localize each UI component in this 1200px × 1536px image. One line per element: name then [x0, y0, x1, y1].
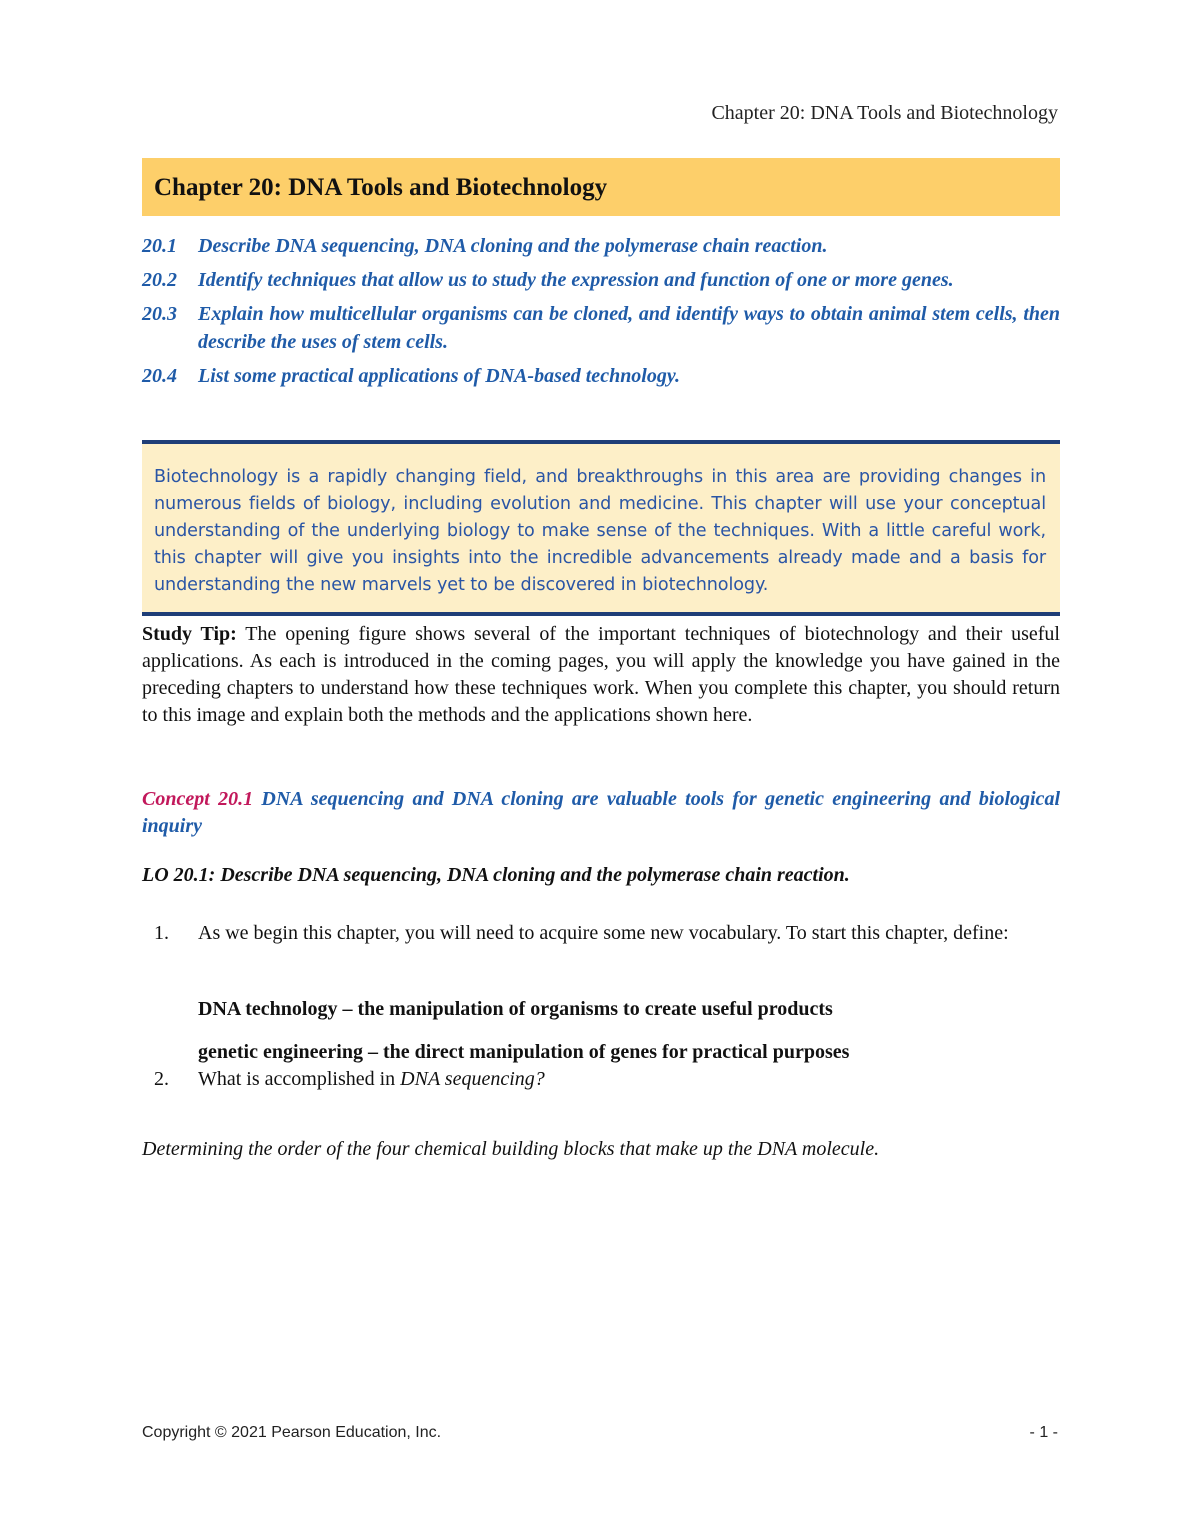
answer-text: Determining the order of the four chemical building blocks that make up the DNA molecule. — [142, 1138, 880, 1160]
objective-item — [142, 362, 1060, 390]
chapter-title-banner: Chapter 20: DNA Tools and Biotechnology — [142, 158, 1060, 216]
learning-objective-heading: LO 20.1: Describe DNA sequencing, DNA cloning and the polymerase chain reaction. — [142, 864, 850, 886]
objective-text: Identify techniques that allow us to study the expression and function of one or more genes. — [198, 269, 954, 291]
question-number: 2. — [154, 1068, 169, 1090]
question-number: 1. — [154, 922, 169, 944]
learning-objectives-list — [142, 232, 1060, 396]
running-header: Chapter 20: DNA Tools and Biotechnology — [711, 102, 1058, 124]
question-prefix: What is accomplished in — [198, 1068, 401, 1090]
concept-heading — [142, 786, 1060, 840]
footer-copyright: Copyright © 2021 Pearson Education, Inc. — [142, 1424, 442, 1441]
question-2 — [142, 1068, 1060, 1091]
objective-number: 20.1 — [142, 235, 177, 257]
chapter-intro-box: Biotechnology is a rapidly changing field, and breakthroughs in this area are providing changes in numerous fields of biology, including evolution and medicine. This chapter will use your conceptual understanding of the underlying biology to make sense of the techniques. With a little careful work, this chapter will give you insights into the incredible advancements already made and a basis for understanding the new marvels yet to be discovered in biotechnology. — [142, 440, 1060, 616]
vocab-definition: genetic engineering – the direct manipulation of genes for practical purposes — [198, 1041, 850, 1063]
question-text: As we begin this chapter, you will need to acquire some new vocabulary. To start this chapter, define: — [198, 922, 1009, 944]
concept-number: Concept 20.1 — [142, 788, 254, 810]
objective-number: 20.2 — [142, 269, 177, 291]
objective-text: List some practical applications of DNA-based technology. — [198, 365, 681, 387]
objective-item — [142, 300, 1060, 356]
concept-text: DNA sequencing and DNA cloning are valuable tools for genetic engineering and biological inquiry — [142, 788, 1060, 837]
page-number: - 1 - — [1029, 1424, 1058, 1441]
objective-item — [142, 266, 1060, 294]
study-tip-label: Study Tip: — [142, 623, 237, 645]
study-tip-paragraph — [142, 621, 1060, 729]
objective-number: 20.4 — [142, 365, 177, 387]
objective-item — [142, 232, 1060, 260]
objective-number: 20.3 — [142, 303, 177, 325]
question-text — [198, 1068, 1060, 1091]
objective-text: Explain how multicellular organisms can be cloned, and identify ways to obtain animal stem cells, then describe the uses of stem cells. — [198, 303, 1060, 353]
question-1 — [142, 920, 1060, 947]
vocab-definition: DNA technology – the manipulation of organisms to create useful products — [198, 998, 833, 1020]
study-tip-text: The opening figure shows several of the important techniques of biotechnology and their useful applications. As each is introduced in the coming pages, you will apply the knowledge you have gained in the preceding chapters to understand how these techniques work. When you complete this chapter, you should return to this image and explain both the methods and the applications shown here. — [142, 623, 1060, 726]
objective-text: Describe DNA sequencing, DNA cloning and the polymerase chain reaction. — [198, 235, 828, 257]
question-term: DNA sequencing? — [400, 1068, 545, 1090]
